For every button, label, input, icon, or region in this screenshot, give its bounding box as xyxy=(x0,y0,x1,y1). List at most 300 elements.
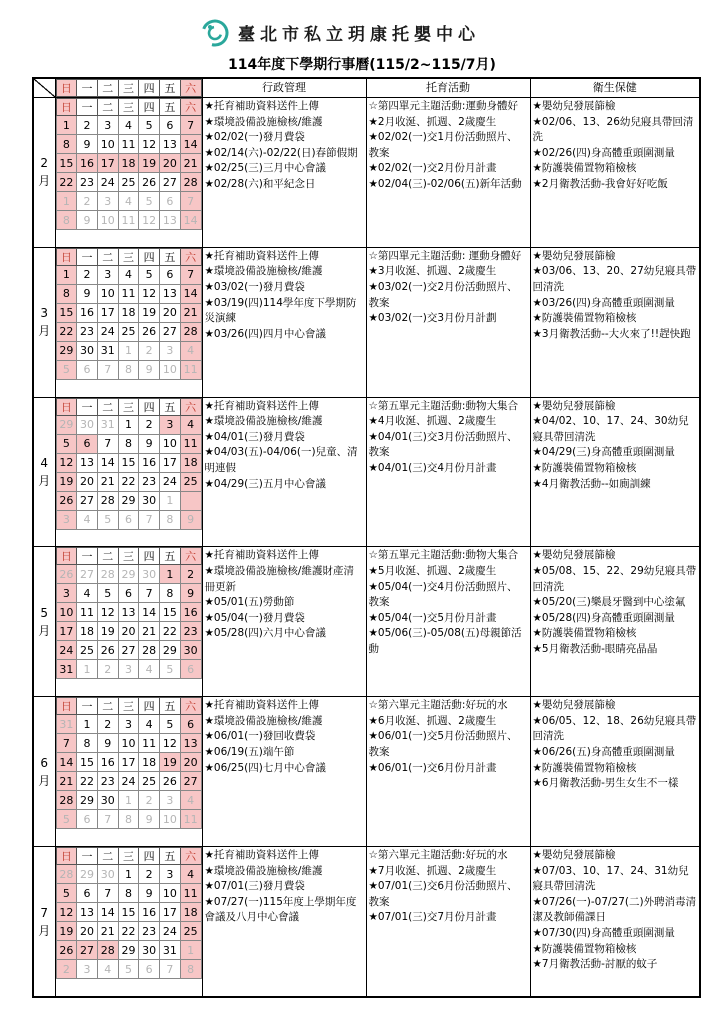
event-item: ★04/03(五)-04/06(一)兒童、清明連假 xyxy=(204,446,358,474)
calendar-day: 12 xyxy=(56,903,77,922)
calendar-day: 9 xyxy=(77,211,98,230)
calendar-day: 3 xyxy=(160,341,181,360)
event-item: ★03/02(一)發月費袋 xyxy=(204,281,305,293)
calendar-day: 3 xyxy=(160,415,181,434)
calendar-day: 25 xyxy=(77,641,98,660)
calendar-day: 30 xyxy=(77,341,98,360)
month-label: 3 月 xyxy=(33,247,55,397)
calendar-day: 7 xyxy=(97,434,118,453)
weekday-label: 日 xyxy=(56,698,77,715)
event-item: ★6月收涎、抓週、2歲慶生 xyxy=(368,714,497,727)
calendar-day: 22 xyxy=(160,622,181,641)
event-item: ★05/04(一)交4月份活動照片、教案 xyxy=(368,580,518,609)
event-item: ★環境設備設施檢核/維護 xyxy=(204,115,323,128)
month-calendar xyxy=(55,247,202,397)
calendar-day: 16 xyxy=(77,303,98,322)
calendar-day: 21 xyxy=(180,303,201,322)
calendar-day: 5 xyxy=(56,884,77,903)
calendar-day: 18 xyxy=(139,753,160,772)
calendar-week xyxy=(56,941,201,960)
calendar-day: 3 xyxy=(160,865,181,884)
calendar-day: 11 xyxy=(180,434,201,453)
calendar-day: 30 xyxy=(97,791,118,810)
calendar-day: 15 xyxy=(118,903,139,922)
event-item: ★03/06、13、20、27幼兒寢具帶回清洗 xyxy=(532,265,697,293)
event-item: ★托育補助資料送件上傳 xyxy=(204,849,319,862)
calendar-day: 7 xyxy=(97,884,118,903)
calendar-day: 30 xyxy=(139,565,160,584)
calendar-day: 4 xyxy=(139,715,160,734)
calendar-day: 3 xyxy=(56,510,77,529)
weekday-label: 一 xyxy=(77,398,98,415)
calendar-day: 12 xyxy=(160,734,181,753)
care-activities xyxy=(366,247,530,397)
corner-cell xyxy=(33,78,55,98)
calendar-day: 5 xyxy=(118,960,139,979)
event-item: ★02/14(六)-02/22(日)春節假期 xyxy=(204,146,358,159)
weekday-label: 四 xyxy=(139,548,160,565)
calendar-day: 9 xyxy=(180,584,201,603)
event-item: ★05/04(一)交5月份月計畫 xyxy=(368,611,497,624)
calendar-day: 12 xyxy=(139,284,160,303)
calendar-day: 18 xyxy=(180,453,201,472)
calendar-day: 29 xyxy=(56,341,77,360)
calendar-day: 10 xyxy=(160,810,181,829)
event-item: ★托育補助資料送件上傳 xyxy=(204,249,319,262)
calendar-day: 2 xyxy=(139,865,160,884)
calendar-day: 4 xyxy=(118,116,139,135)
calendar-day xyxy=(180,491,201,510)
weekday-label: 六 xyxy=(180,80,201,97)
calendar-day: 7 xyxy=(180,265,201,284)
calendar-day: 14 xyxy=(180,284,201,303)
calendar-week xyxy=(56,922,201,941)
calendar-day: 1 xyxy=(118,865,139,884)
event-item: ★環境設備設施檢核/維護財產清冊更新 xyxy=(204,565,354,593)
document-title: 114年度下學期行事曆(115/2~115/7月) xyxy=(228,57,496,73)
calendar-day: 11 xyxy=(180,810,201,829)
calendar-day: 23 xyxy=(77,322,98,341)
event-item: ★托育補助資料送件上傳 xyxy=(204,699,319,712)
calendar-day: 9 xyxy=(180,510,201,529)
calendar-week xyxy=(56,265,201,284)
calendar-day: 26 xyxy=(160,772,181,791)
calendar-day: 31 xyxy=(56,660,77,679)
event-item: ☆第五單元主題活動:動物大集合 xyxy=(368,549,518,562)
care-activities xyxy=(366,847,530,997)
calendar-day: 15 xyxy=(160,603,181,622)
weekday-label: 六 xyxy=(180,99,201,116)
event-item: ★防護裝備置物箱檢核 xyxy=(532,162,637,175)
calendar-day: 23 xyxy=(139,922,160,941)
calendar-day: 11 xyxy=(118,211,139,230)
event-item: ★05/28(四)身高體重頭圍測量 xyxy=(532,611,675,624)
calendar-day: 23 xyxy=(139,472,160,491)
event-item: ★02/02(一)發月費袋 xyxy=(204,131,305,144)
calendar-day: 1 xyxy=(118,791,139,810)
calendar-day: 7 xyxy=(97,810,118,829)
calendar-week xyxy=(56,491,201,510)
calendar-day: 8 xyxy=(56,284,77,303)
calendar-day: 19 xyxy=(139,154,160,173)
weekday-label: 六 xyxy=(180,848,201,865)
calendar-day: 18 xyxy=(77,622,98,641)
calendar-day: 17 xyxy=(97,303,118,322)
calendar-day: 9 xyxy=(139,810,160,829)
weekday-label: 二 xyxy=(97,548,118,565)
calendar-day: 20 xyxy=(160,154,181,173)
calendar-week xyxy=(56,884,201,903)
event-item: ★02/04(三)-02/06(五)新年活動 xyxy=(368,177,522,190)
calendar-week xyxy=(56,660,201,679)
weekday-label: 日 xyxy=(56,99,77,116)
calendar-day: 19 xyxy=(160,753,181,772)
event-item: ★04/01(三)發月費袋 xyxy=(204,430,305,443)
calendar-week xyxy=(56,565,201,584)
calendar-week xyxy=(56,960,201,979)
calendar-day: 14 xyxy=(180,135,201,154)
calendar-day: 19 xyxy=(139,303,160,322)
calendar-day: 20 xyxy=(77,472,98,491)
calendar-day: 29 xyxy=(56,415,77,434)
calendar-day: 5 xyxy=(97,510,118,529)
weekday-label: 五 xyxy=(160,80,181,97)
calendar-week xyxy=(56,791,201,810)
event-item: ★05/04(一)發月費袋 xyxy=(204,611,305,624)
calendar-day: 22 xyxy=(56,173,77,192)
calendar-day: 25 xyxy=(180,472,201,491)
event-item: ★7月衛教活動-討厭的蚊子 xyxy=(532,958,658,971)
calendar-day: 6 xyxy=(77,434,98,453)
calendar-day: 29 xyxy=(77,865,98,884)
calendar-day: 7 xyxy=(139,584,160,603)
calendar-day: 21 xyxy=(180,154,201,173)
calendar-day: 10 xyxy=(97,135,118,154)
weekday-label: 日 xyxy=(56,398,77,415)
calendar-day: 20 xyxy=(180,753,201,772)
month-row xyxy=(33,397,700,547)
weekday-label: 五 xyxy=(160,248,181,265)
event-item: ★環境設備設施檢核/維護 xyxy=(204,864,323,877)
health-items xyxy=(530,98,700,248)
event-item: ★4月衛教活動--如廁訓練 xyxy=(532,477,651,490)
calendar-day: 23 xyxy=(77,173,98,192)
calendar-day: 30 xyxy=(180,641,201,660)
weekday-label: 六 xyxy=(180,248,201,265)
event-item: ★托育補助資料送件上傳 xyxy=(204,100,319,112)
event-item: ★04/01(三)交4月份月計畫 xyxy=(368,462,497,474)
weekday-label: 三 xyxy=(118,698,139,715)
weekday-label: 四 xyxy=(139,698,160,715)
weekday-label: 三 xyxy=(118,80,139,97)
event-item: ★02/06、13、26幼兒寢具帶回清洗 xyxy=(532,115,694,144)
calendar-week xyxy=(56,903,201,922)
weekday-label: 一 xyxy=(77,548,98,565)
calendar-day: 22 xyxy=(118,922,139,941)
event-item: ★07/27(一)115年度上學期年度會議及八月中心會議 xyxy=(204,895,357,924)
weekday-label: 三 xyxy=(118,548,139,565)
admin-events xyxy=(202,397,366,547)
calendar-week xyxy=(56,192,201,211)
calendar-day: 17 xyxy=(160,453,181,472)
weekday-label: 日 xyxy=(56,548,77,565)
calendar-day: 12 xyxy=(97,603,118,622)
event-item: ☆第四單元主題活動:運動身體好 xyxy=(368,100,518,112)
calendar-week xyxy=(56,810,201,829)
event-item: ★05/20(三)樂晨牙醫到中心塗氟 xyxy=(532,596,686,609)
calendar-day: 22 xyxy=(56,322,77,341)
calendar-day: 5 xyxy=(160,715,181,734)
weekday-label: 一 xyxy=(77,248,98,265)
event-item: ★02/02(一)交1月份活動照片、教案 xyxy=(368,131,518,159)
calendar-day: 8 xyxy=(118,884,139,903)
event-item: ★05/01(五)勞動節 xyxy=(204,596,295,609)
calendar-day: 8 xyxy=(56,211,77,230)
weekday-label: 五 xyxy=(160,848,181,865)
calendar-day: 14 xyxy=(139,603,160,622)
weekday-label: 日 xyxy=(56,848,77,865)
weekday-label: 日 xyxy=(56,248,77,265)
calendar-day: 11 xyxy=(139,734,160,753)
event-item: ★03/02(一)交3月份月計劃 xyxy=(368,312,497,325)
event-item: ★06/05、12、18、26幼兒寢具帶回清洗 xyxy=(532,714,697,743)
weekday-label: 二 xyxy=(97,248,118,265)
calendar-day: 16 xyxy=(77,154,98,173)
calendar-week xyxy=(56,322,201,341)
calendar-day: 23 xyxy=(180,622,201,641)
month-row xyxy=(33,98,700,248)
calendar-day: 27 xyxy=(77,565,98,584)
calendar-day: 28 xyxy=(97,941,118,960)
admin-events xyxy=(202,697,366,847)
weekday-label: 四 xyxy=(139,398,160,415)
calendar-day: 9 xyxy=(77,284,98,303)
event-item: ★03/19(四)114學年度下學期防災演練 xyxy=(204,296,357,325)
calendar-day: 21 xyxy=(97,922,118,941)
calendar-day: 18 xyxy=(180,903,201,922)
calendar-day: 8 xyxy=(56,135,77,154)
care-activities xyxy=(366,98,530,248)
calendar-day: 13 xyxy=(118,603,139,622)
calendar-day: 16 xyxy=(139,903,160,922)
event-item: ★2月收涎、抓週、2歲慶生 xyxy=(368,115,497,128)
event-item: ★07/26(一)-07/27(二)外聘消毒清潔及教師備課日 xyxy=(532,895,697,924)
calendar-day: 9 xyxy=(139,360,160,379)
calendar-day: 24 xyxy=(97,322,118,341)
care-activities xyxy=(366,697,530,847)
calendar-day: 28 xyxy=(97,565,118,584)
calendar-day: 14 xyxy=(97,903,118,922)
admin-events xyxy=(202,98,366,248)
weekday-label: 二 xyxy=(97,80,118,97)
calendar-week xyxy=(56,173,201,192)
calendar-day: 2 xyxy=(97,715,118,734)
organization-name: 臺北市私立玥康托嬰中心 xyxy=(238,25,480,45)
calendar-day: 2 xyxy=(77,265,98,284)
care-activities xyxy=(366,547,530,697)
calendar-day: 3 xyxy=(77,960,98,979)
calendar-week xyxy=(56,641,201,660)
admin-events xyxy=(202,847,366,997)
calendar-day: 28 xyxy=(139,641,160,660)
event-item: ★嬰幼兒發展篩檢 xyxy=(532,699,616,712)
calendar-day: 20 xyxy=(118,622,139,641)
event-item: ★07/30(四)身高體重頭圍測量 xyxy=(532,927,675,940)
calendar-table xyxy=(32,77,701,998)
event-item: ★04/02、10、17、24、30幼兒寢具帶回清洗 xyxy=(532,415,689,443)
calendar-day: 31 xyxy=(97,415,118,434)
event-item: ★環境設備設施檢核/維護 xyxy=(204,265,323,278)
calendar-week xyxy=(56,135,201,154)
weekday-label: 一 xyxy=(77,80,98,97)
event-item: ★3月衛教活動--大火來了!!趕快跑 xyxy=(532,327,691,340)
calendar-day: 6 xyxy=(118,584,139,603)
calendar-day: 24 xyxy=(118,772,139,791)
calendar-day: 7 xyxy=(180,116,201,135)
calendar-day: 1 xyxy=(160,491,181,510)
weekday-label: 六 xyxy=(180,398,201,415)
calendar-day: 13 xyxy=(77,453,98,472)
calendar-day: 26 xyxy=(139,173,160,192)
calendar-day: 4 xyxy=(180,865,201,884)
calendar-day: 25 xyxy=(118,322,139,341)
calendar-day: 15 xyxy=(56,154,77,173)
calendar-day: 11 xyxy=(180,360,201,379)
event-item: ★嬰幼兒發展篩檢 xyxy=(532,849,616,862)
header-care: 托育活動 xyxy=(366,78,530,98)
calendar-week xyxy=(56,116,201,135)
calendar-day: 26 xyxy=(56,491,77,510)
weekday-label: 六 xyxy=(180,548,201,565)
calendar-day: 19 xyxy=(97,622,118,641)
calendar-day: 3 xyxy=(160,791,181,810)
calendar-week xyxy=(56,415,201,434)
calendar-day: 27 xyxy=(180,772,201,791)
calendar-day: 26 xyxy=(56,565,77,584)
header-admin: 行政管理 xyxy=(202,78,366,98)
calendar-day: 28 xyxy=(56,791,77,810)
event-item: ★03/26(四)四月中心會議 xyxy=(204,327,326,340)
calendar-day: 20 xyxy=(160,303,181,322)
calendar-day: 1 xyxy=(77,715,98,734)
event-item: ★環境設備設施檢核/維護 xyxy=(204,415,323,428)
calendar-day: 30 xyxy=(97,865,118,884)
calendar-day: 25 xyxy=(180,922,201,941)
calendar-day: 7 xyxy=(97,360,118,379)
calendar-day: 17 xyxy=(97,154,118,173)
calendar-day: 4 xyxy=(180,341,201,360)
calendar-day: 6 xyxy=(77,360,98,379)
weekday-label: 五 xyxy=(160,398,181,415)
calendar-day: 29 xyxy=(77,791,98,810)
month-label: 2 月 xyxy=(33,98,55,248)
calendar-day: 6 xyxy=(139,960,160,979)
calendar-week xyxy=(56,154,201,173)
calendar-day: 22 xyxy=(118,472,139,491)
calendar-day: 29 xyxy=(118,941,139,960)
calendar-day: 2 xyxy=(180,565,201,584)
calendar-day: 14 xyxy=(97,453,118,472)
event-item: ☆第六單元主題活動:好玩的水 xyxy=(368,699,508,712)
calendar-day: 15 xyxy=(56,303,77,322)
column-header-row xyxy=(33,78,700,98)
month-row xyxy=(33,697,700,847)
weekday-label: 二 xyxy=(97,99,118,116)
weekday-label: 五 xyxy=(160,548,181,565)
calendar-day: 10 xyxy=(160,434,181,453)
calendar-day: 17 xyxy=(118,753,139,772)
event-item: ★5月收涎、抓週、2歲慶生 xyxy=(368,565,497,578)
calendar-day: 14 xyxy=(56,753,77,772)
event-item: ★03/26(四)身高體重頭圍測量 xyxy=(532,296,675,309)
calendar-day: 13 xyxy=(160,211,181,230)
event-item: ★02/02(一)交2月份月計畫 xyxy=(368,162,497,175)
calendar-day: 6 xyxy=(160,265,181,284)
event-item: ★06/26(五)身高體重頭圍測量 xyxy=(532,746,675,759)
calendar-day: 27 xyxy=(160,173,181,192)
calendar-day: 11 xyxy=(180,884,201,903)
calendar-day: 5 xyxy=(56,810,77,829)
calendar-day: 13 xyxy=(160,284,181,303)
calendar-day: 28 xyxy=(97,491,118,510)
calendar-day: 3 xyxy=(97,192,118,211)
calendar-day: 16 xyxy=(180,603,201,622)
event-item: ★7月收涎、抓週、2歲慶生 xyxy=(368,864,497,877)
event-item: ★06/25(四)七月中心會議 xyxy=(204,761,326,774)
calendar-day: 19 xyxy=(56,472,77,491)
month-label: 6 月 xyxy=(33,697,55,847)
calendar-week xyxy=(56,772,201,791)
calendar-day: 1 xyxy=(77,660,98,679)
calendar-day: 1 xyxy=(118,415,139,434)
calendar-day: 8 xyxy=(118,434,139,453)
weekday-label: 一 xyxy=(77,99,98,116)
calendar-day: 7 xyxy=(180,192,201,211)
event-item: ★嬰幼兒發展篩檢 xyxy=(532,100,616,112)
event-item: ★嬰幼兒發展篩檢 xyxy=(532,399,616,412)
event-item: ★05/08、15、22、29幼兒寢具帶回清洗 xyxy=(532,565,697,593)
calendar-day: 10 xyxy=(118,734,139,753)
calendar-day: 4 xyxy=(118,192,139,211)
event-item: ★04/01(三)交3月份活動照片、教案 xyxy=(368,430,518,459)
health-items xyxy=(530,247,700,397)
calendar-day: 4 xyxy=(118,265,139,284)
calendar-day: 2 xyxy=(56,960,77,979)
event-item: ★5月衛教活動-眼睛亮晶晶 xyxy=(532,643,658,655)
event-item: ★06/19(五)端午節 xyxy=(204,746,295,759)
calendar-day: 1 xyxy=(56,192,77,211)
event-item: ★02/26(四)身高體重頭圍測量 xyxy=(532,146,675,159)
month-row xyxy=(33,247,700,397)
calendar-day: 9 xyxy=(97,734,118,753)
weekday-label: 六 xyxy=(180,698,201,715)
calendar-week xyxy=(56,303,201,322)
month-label: 5 月 xyxy=(33,547,55,697)
month-calendar xyxy=(55,697,202,847)
calendar-day: 10 xyxy=(56,603,77,622)
calendar-day: 13 xyxy=(77,903,98,922)
calendar-day: 23 xyxy=(97,772,118,791)
event-item: ★4月收涎、抓週、2歲慶生 xyxy=(368,415,497,428)
health-items xyxy=(530,847,700,997)
calendar-day: 8 xyxy=(160,510,181,529)
calendar-day: 29 xyxy=(160,641,181,660)
event-item: ★防護裝備置物箱檢核 xyxy=(532,761,637,774)
month-row xyxy=(33,547,700,697)
calendar-day: 1 xyxy=(56,265,77,284)
health-items xyxy=(530,397,700,547)
weekday-label: 三 xyxy=(118,99,139,116)
